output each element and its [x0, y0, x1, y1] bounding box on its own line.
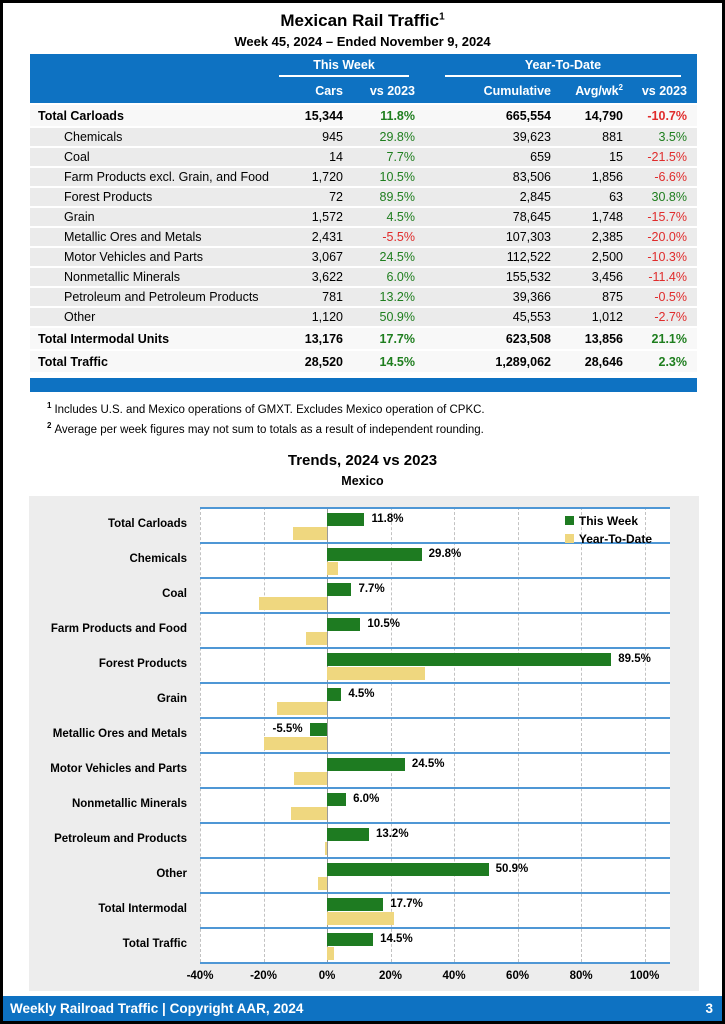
chart-band [200, 822, 670, 857]
chart-band [200, 717, 670, 752]
bar-year-to-date [277, 702, 327, 715]
cell-cumulative: 2,845 [519, 190, 551, 205]
bar-year-to-date [327, 912, 394, 925]
cell-cumulative: 1,289,062 [495, 354, 551, 369]
row-label: Total Carloads [38, 108, 124, 123]
table-row [30, 268, 697, 286]
row-label: Coal [64, 150, 90, 165]
bar-this-week [327, 898, 383, 911]
table-row [30, 188, 697, 206]
cell-vs2023-week: 89.5% [379, 190, 415, 205]
bar-this-week [327, 793, 346, 806]
chart-band [200, 892, 670, 927]
table-row [30, 148, 697, 166]
cell-cars: 3,067 [311, 250, 343, 265]
chart-category-label: Total Intermodal [98, 902, 187, 915]
page-number: 3 [705, 1001, 713, 1016]
cell-cars: 781 [322, 290, 343, 305]
cell-cars: 945 [322, 130, 343, 145]
table-group-header-row [38, 58, 687, 79]
row-label: Grain [64, 210, 95, 225]
table-row [30, 168, 697, 186]
column-header-cars: Cars [315, 84, 343, 99]
table-row [30, 128, 697, 146]
bar-year-to-date [259, 597, 327, 610]
cell-avg-wk: 2,500 [591, 250, 623, 265]
bar-this-week [327, 863, 489, 876]
bar-year-to-date [293, 527, 327, 540]
bar-year-to-date [264, 737, 328, 750]
x-axis-tick-label: -40% [186, 969, 214, 982]
cell-vs2023-ytd: 21.1% [651, 331, 687, 346]
bar-value-label: 7.7% [358, 582, 385, 595]
cell-vs2023-ytd: 2.3% [658, 354, 687, 369]
cell-vs2023-week: 29.8% [379, 130, 415, 145]
cell-vs2023-ytd: -20.0% [647, 230, 687, 245]
bar-year-to-date [327, 947, 334, 960]
cell-vs2023-week: 17.7% [379, 331, 415, 346]
cell-cars: 15,344 [304, 108, 343, 123]
cell-cumulative: 155,532 [505, 270, 551, 285]
chart-plot-area [200, 507, 670, 964]
x-axis-tick-label: 0% [318, 969, 336, 982]
cell-vs2023-ytd: -2.7% [654, 310, 687, 325]
group-header-year-to-date: Year-To-Date [439, 58, 687, 79]
table-body [30, 105, 697, 372]
row-label: Motor Vehicles and Parts [64, 250, 203, 265]
chart-band [200, 577, 670, 612]
legend-item-year-to-date: Year-To-Date [565, 532, 652, 546]
cell-cumulative: 39,623 [512, 130, 551, 145]
legend-swatch-year-to-date [565, 534, 574, 543]
column-header-vs2023-week: vs 2023 [369, 84, 415, 99]
bar-value-label: 6.0% [353, 792, 380, 805]
bar-year-to-date [327, 667, 425, 680]
chart-x-axis [186, 964, 670, 987]
bar-year-to-date [294, 772, 327, 785]
bar-this-week [327, 548, 422, 561]
cell-vs2023-week: 7.7% [386, 150, 415, 165]
footer-text: Weekly Railroad Traffic | Copyright AAR, 2024 [10, 1001, 304, 1016]
chart-category-label: Nonmetallic Minerals [71, 797, 187, 810]
cell-vs2023-week: 14.5% [379, 354, 415, 369]
cell-cumulative: 112,522 [506, 250, 551, 265]
cell-vs2023-ytd: -10.7% [647, 108, 687, 123]
chart-category-label: Other [156, 867, 187, 880]
bar-this-week [327, 618, 360, 631]
cell-avg-wk: 2,385 [591, 230, 623, 245]
bar-value-label: 29.8% [428, 547, 462, 560]
cell-cars: 1,720 [311, 170, 343, 185]
cell-cars: 1,120 [311, 310, 343, 325]
footnote-2: $^2$ Average per week figures may not sum to totals as a result of independent rounding. [47, 420, 484, 436]
x-axis-tick-label: 80% [569, 969, 593, 982]
traffic-table [30, 54, 697, 372]
chart-title: Trends, 2024 vs 2023 [287, 451, 438, 469]
cell-vs2023-ytd: -15.7% [647, 210, 687, 225]
cell-avg-wk: 15 [609, 150, 623, 165]
cell-vs2023-week: 11.8% [380, 108, 415, 123]
cell-vs2023-week: 50.9% [379, 310, 415, 325]
cell-cars: 2,431 [311, 230, 343, 245]
cell-vs2023-ytd: -6.6% [654, 170, 687, 185]
x-axis-tick-label: 60% [506, 969, 530, 982]
cell-cumulative: 39,366 [512, 290, 551, 305]
table-row [30, 308, 697, 326]
chart-header [3, 452, 722, 488]
chart-band [200, 612, 670, 647]
cell-vs2023-week: 13.2% [379, 290, 415, 305]
cell-vs2023-ytd: 30.8% [651, 190, 687, 205]
chart-category-label: Metallic Ores and Metals [52, 727, 187, 740]
chart-band [200, 787, 670, 822]
cell-avg-wk: 1,012 [591, 310, 623, 325]
chart-category-label: Farm Products and Food [50, 622, 187, 635]
x-axis-tick-label: 20% [379, 969, 403, 982]
bar-value-label: 14.5% [380, 932, 413, 945]
bar-this-week [327, 933, 373, 946]
footnotes [47, 401, 692, 441]
row-label: Total Intermodal Units [38, 331, 170, 346]
report-header [3, 3, 722, 49]
cell-avg-wk: 13,856 [584, 331, 623, 346]
group-underline [279, 75, 409, 77]
column-header-vs2023-ytd: vs 2023 [641, 84, 687, 99]
column-header-cumulative: Cumulative [483, 84, 551, 99]
table-row [30, 288, 697, 306]
cell-avg-wk: 63 [609, 190, 623, 205]
bar-value-label: 10.5% [367, 617, 400, 630]
x-axis-tick-label: 40% [442, 969, 466, 982]
cell-vs2023-ytd: -10.3% [647, 250, 687, 265]
legend-swatch-this-week [565, 516, 574, 525]
chart-band [200, 857, 670, 892]
bar-value-label: 11.8% [371, 512, 404, 525]
cell-vs2023-ytd: -11.4% [648, 270, 687, 285]
chart-category-labels [29, 507, 200, 964]
chart-band [200, 752, 670, 787]
legend-item-this-week: This Week [565, 514, 652, 528]
x-axis-tick-label: 100% [629, 969, 660, 982]
cell-avg-wk: 28,646 [584, 354, 623, 369]
table-row [30, 328, 697, 349]
table-row [30, 228, 697, 246]
chart-category-label: Grain [156, 692, 187, 705]
row-label: Chemicals [64, 130, 123, 145]
page-subtitle: Week 45, 2024 – Ended November 9, 2024 [234, 34, 491, 49]
cell-vs2023-ytd: 3.5% [658, 130, 687, 145]
cell-vs2023-week: -5.5% [382, 230, 415, 245]
cell-cars: 14 [329, 150, 343, 165]
cell-avg-wk: 14,790 [584, 108, 623, 123]
bar-this-week [327, 828, 369, 841]
chart-category-label: Forest Products [98, 657, 187, 670]
table-header [30, 54, 697, 103]
chart-legend [565, 514, 652, 550]
table-row [30, 208, 697, 226]
row-label: Other [64, 310, 96, 325]
cell-cumulative: 665,554 [505, 108, 551, 123]
bar-value-label: 13.2% [375, 827, 409, 840]
cell-cars: 72 [329, 190, 343, 205]
chart-band [200, 682, 670, 717]
bar-this-week [327, 758, 405, 771]
cell-avg-wk: 881 [602, 130, 623, 145]
chart-band [200, 927, 670, 962]
bar-this-week [327, 653, 611, 666]
bar-value-label: 50.9% [495, 862, 529, 875]
page-title-text: Mexican Rail Traffic [280, 11, 440, 30]
chart-category-label: Coal [162, 587, 187, 600]
footer-bar [3, 996, 722, 1021]
chart-category-label: Total Traffic [122, 937, 187, 950]
bar-value-label: 24.5% [411, 757, 445, 770]
bar-year-to-date [306, 632, 327, 645]
table-row [30, 248, 697, 266]
cell-cumulative: 623,508 [505, 331, 551, 346]
bar-value-label: 89.5% [618, 652, 651, 665]
title-footnote-marker: 1 [439, 11, 445, 23]
cell-cumulative: 78,645 [512, 210, 551, 225]
cell-vs2023-week: 6.0% [386, 270, 415, 285]
column-header-avg-wk: Avg/$wk^2$ [575, 83, 623, 99]
cell-avg-wk: 1,748 [591, 210, 623, 225]
bar-this-week [310, 723, 327, 736]
cell-vs2023-ytd: -21.5% [647, 150, 687, 165]
page-title [3, 11, 722, 31]
row-label: Total Traffic [38, 354, 108, 369]
table-row [30, 105, 697, 126]
cell-cars: 3,622 [311, 270, 343, 285]
bar-this-week [327, 583, 351, 596]
bar-value-label: -5.5% [272, 722, 303, 735]
cell-vs2023-ytd: -0.5% [654, 290, 687, 305]
bar-year-to-date [325, 842, 327, 855]
chart-category-label: Chemicals [129, 552, 187, 565]
x-axis-tick-label: -20% [250, 969, 277, 982]
blue-separator-bar [30, 378, 697, 392]
cell-avg-wk: 875 [602, 290, 623, 305]
chart-category-label: Total Carloads [107, 517, 187, 530]
cell-vs2023-week: 10.5% [379, 170, 415, 185]
bar-this-week [327, 688, 341, 701]
row-label: Farm Products excl. Grain, and Food [64, 170, 269, 185]
cell-cars: 28,520 [304, 354, 343, 369]
bar-this-week [327, 513, 364, 526]
cell-vs2023-week: 24.5% [379, 250, 415, 265]
row-label: Nonmetallic Minerals [64, 270, 181, 285]
trends-chart [29, 496, 699, 991]
row-label: Petroleum and Petroleum Products [64, 290, 259, 305]
bar-value-label: 17.7% [390, 897, 423, 910]
chart-band [200, 647, 670, 682]
cell-cumulative: 107,303 [505, 230, 551, 245]
cell-cumulative: 83,506 [512, 170, 551, 185]
chart-subtitle: Mexico [341, 473, 384, 488]
footnote-1: $^1$ Includes U.S. and Mexico operations of GMXT. Excludes Mexico operation of CPKC. [47, 401, 485, 416]
cell-avg-wk: 3,456 [591, 270, 623, 285]
cell-cumulative: 659 [530, 150, 551, 165]
group-header-this-week: This Week [273, 58, 415, 79]
bar-year-to-date [327, 562, 338, 575]
row-label: Forest Products [64, 190, 153, 205]
chart-category-label: Motor Vehicles and Parts [50, 762, 187, 775]
cell-avg-wk: 1,856 [591, 170, 623, 185]
cell-cars: 13,176 [304, 331, 343, 346]
group-underline [445, 75, 681, 77]
cell-cars: 1,572 [311, 210, 343, 225]
bar-year-to-date [318, 877, 327, 890]
bar-year-to-date [291, 807, 327, 820]
table-column-header-row [38, 79, 687, 98]
table-row [30, 351, 697, 372]
cell-vs2023-week: 4.5% [386, 210, 415, 225]
bar-value-label: 4.5% [348, 687, 375, 700]
chart-category-label: Petroleum and Products [54, 832, 187, 845]
cell-cumulative: 45,553 [512, 310, 551, 325]
row-label: Metallic Ores and Metals [64, 230, 202, 245]
